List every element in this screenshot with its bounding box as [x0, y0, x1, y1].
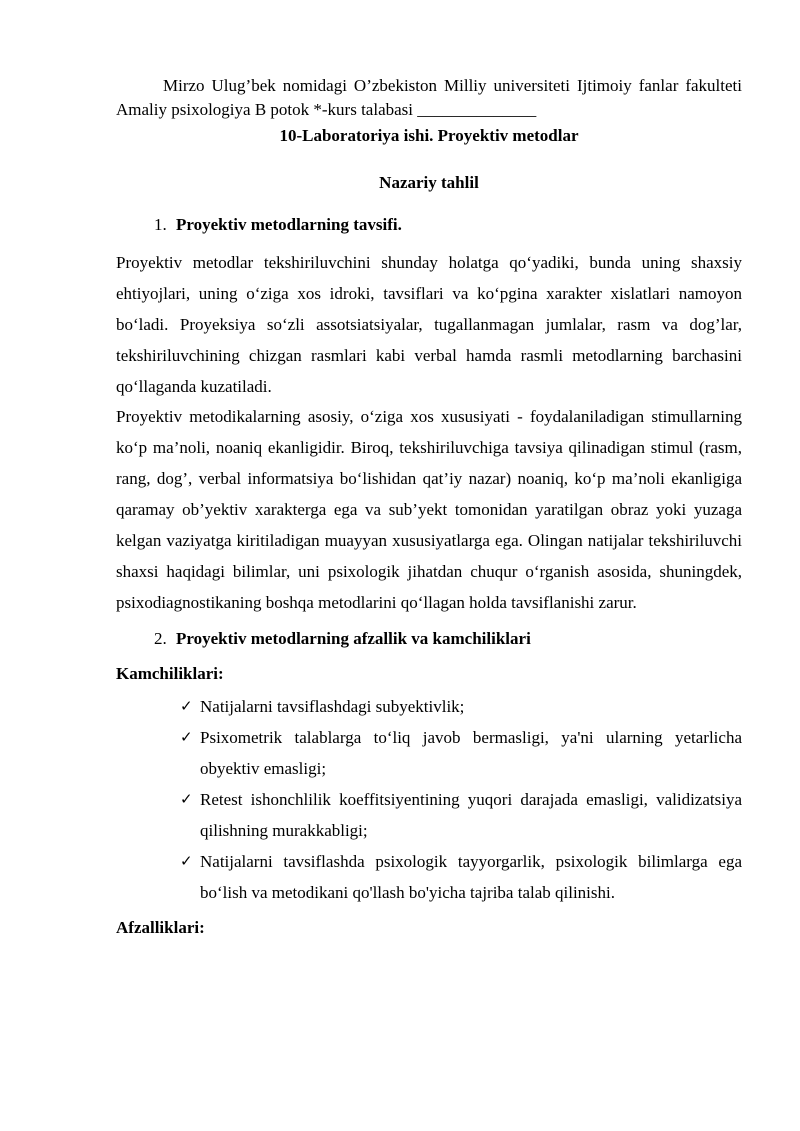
item-1-title: Proyektiv metodlarning tavsifi.	[176, 215, 402, 234]
paragraph-2: Proyektiv metodikalarning asosiy, o‘ziga xos xususiyati - foydalaniladigan stimullarning ko‘p ma’noli, noaniq ekanligidir. Biroq, tekshiriluvchiga tavsiya qilinadigan stimul (rasm, rang, dog’, verbal informatsiya bo‘lishidan qat’iy nazar) noaniq, ko‘p ma’noli ekanligiga qaramay ob’yektiv xarakterga ega va sub’yekt tomonidan yaratilgan obraz yoki yuzaga kelgan vaziyatga kiritiladigan muayyan xususiyatlarga ega. Olingan natijalar tekshiriluvchi shaxsi haqidagi bilimlar, uni psixologik jihatdan chuqur o‘rganish asosida, shuningdek, psixodiagnostikaning boshqa metodlarini qo‘llagan holda tavsiflanishi zarur.	[116, 407, 742, 612]
document-page	[116, 74, 742, 940]
item-2-heading	[154, 627, 742, 651]
check-mark-icon: ✓	[180, 728, 193, 746]
list-item-text: Natijalarni tavsiflashdagi subyektivlik;	[200, 697, 465, 716]
list-item	[180, 784, 742, 846]
paragraph-1: Proyektiv metodlar tekshiriluvchini shunday holatga qo‘yadiki, bunda uning shaxsiy ehtiyojlari, uning o‘ziga xos idroki, tavsiflari va ko‘pgina xarakter xislatlari namoyon bo‘ladi. Proyeksiya so‘zli assotsiatsiyalar, tugallanmagan jumlalar, rasm va dog’lar, tekshiriluvchining chizgan rasmlari kabi verbal hamda rasmli metodlarning barchasini qo‘llaganda kuzatiladi.	[116, 253, 742, 396]
list-item	[180, 846, 742, 908]
list-item	[180, 722, 742, 784]
list-item	[180, 691, 742, 722]
check-mark-icon: ✓	[180, 697, 193, 715]
drawbacks-label: Kamchiliklari:	[116, 664, 224, 683]
section-title: Nazariy tahlil	[379, 173, 479, 192]
advantages-label: Afzalliklari:	[116, 918, 205, 937]
document-header: Mirzo Ulug’bek nomidagi O’zbekiston Milliy universiteti Ijtimoiy fanlar fakulteti Amaliy psixologiya B potok *-kurs talabasi ______________	[116, 76, 742, 119]
item-2-title: Proyektiv metodlarning afzallik va kamchiliklari	[176, 629, 531, 648]
item-2-number: 2.	[154, 629, 167, 648]
item-1-heading	[154, 213, 742, 237]
list-item-text: Retest ishonchlilik koeffitsiyentining yuqori darajada emasligi, validizatsiya qilishning murakkabligi;	[200, 790, 742, 840]
check-mark-icon: ✓	[180, 790, 193, 808]
item-1-number: 1.	[154, 215, 167, 234]
check-mark-icon: ✓	[180, 852, 193, 870]
drawbacks-list	[116, 691, 742, 908]
list-item-text: Natijalarni tavsiflashda psixologik tayyorgarlik, psixologik bilimlarga ega bo‘lish va metodikani qo'llash bo'yicha tajriba talab qilinishi.	[200, 852, 742, 902]
lab-title: 10-Laboratoriya ishi. Proyektiv metodlar	[279, 126, 579, 145]
list-item-text: Psixometrik talablarga to‘liq javob bermasligi, ya'ni ularning yetarlicha obyektiv emasligi;	[200, 728, 742, 778]
